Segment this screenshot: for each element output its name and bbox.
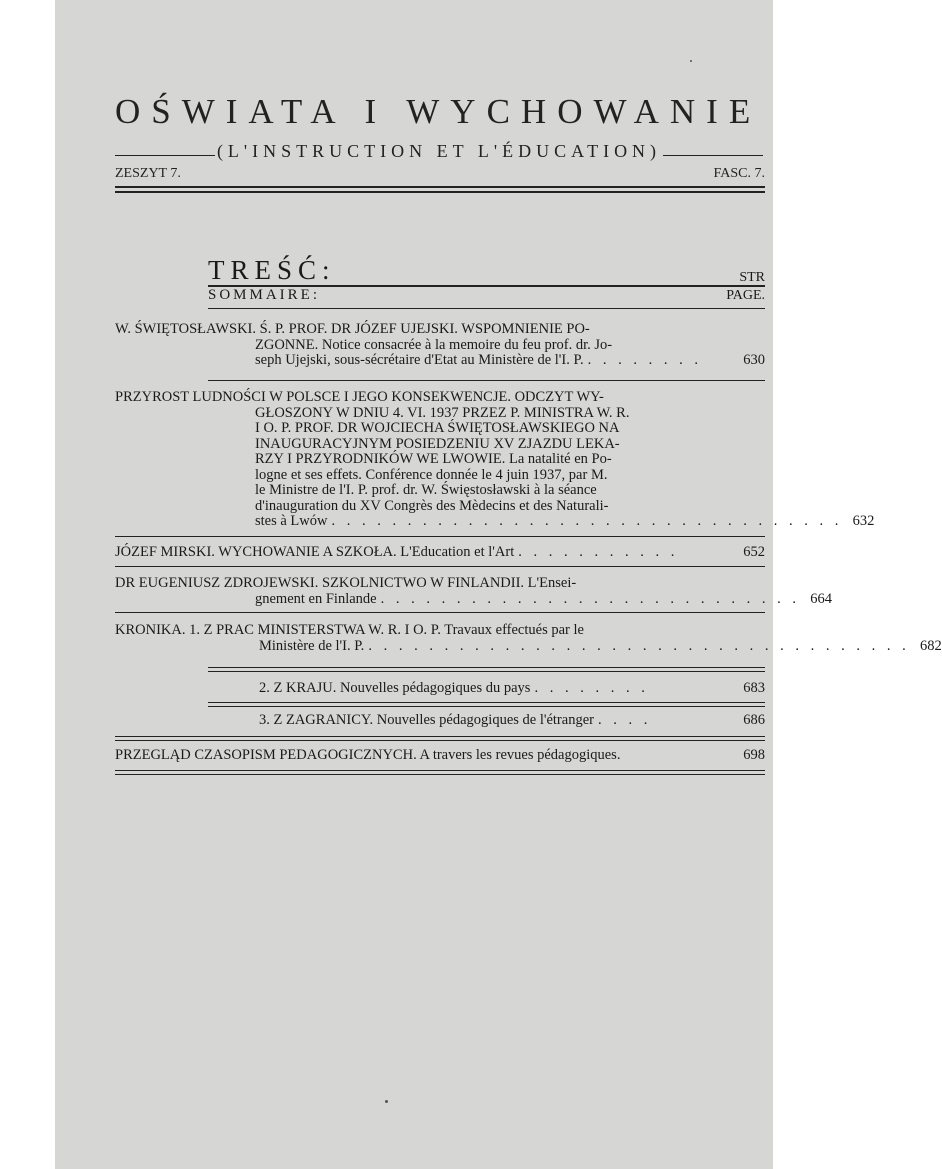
entry-line: seph Ujejski, sous-sécrétaire d'Etat au Ministère de l'I. P.	[255, 352, 584, 368]
entry-line: DR EUGENIUSZ ZDROJEWSKI. SZKOLNICTWO W FINLANDII. L'Ensei-	[115, 575, 577, 591]
entry-line: PRZYROST LUDNOŚCI W POLSCE I JEGO KONSEKWENCJE. ODCZYT WY-	[115, 389, 604, 405]
entry-line: gnement en Finlande	[255, 590, 377, 607]
issue-number: ZESZYT 7.	[115, 166, 181, 181]
journal-subtitle: (L'INSTRUCTION ET L'ÉDUCATION)	[216, 140, 662, 161]
entry-line: 2. Z KRAJU. Nouvelles pédagogiques du pays	[259, 680, 531, 696]
toc-entry: PRZYROST LUDNOŚCI W POLSCE I JEGO KONSEKWENCJE. ODCZYT WY- GŁOSZONY W DNIU 4. VI. 1937 PRZEZ P. MINISTRA W. R. I O. P. PROF. DR WOJCIECHA ŚWIĘTOSŁAWSKIEGO NA INAUGURACYJNYM POSIEDZENIU XV ZJAZDU LEKA- RZY I PRZYRODNIKÓW WE LWOWIE. La natalité en Po- logne et ses effets. Conférence donnée le 4 juin 1937, par M. le Ministre de l'I. P. prof. dr. W. Święstosławski à la séance d'inauguration du XV Congrès des Mèdecins et des Naturali- stes à Lwów . . . . . . . . . . . . . . . . . . . . . . . . . . . . . . . . . . 632	[115, 389, 875, 529]
header-rule-top	[115, 186, 765, 188]
entry-page: 682	[919, 637, 942, 654]
entry-line: 3. Z ZAGRANICY. Nouvelles pédagogiques de l'étranger	[259, 712, 594, 728]
page-column-label-fr: PAGE.	[726, 288, 765, 303]
subtitle-rule-left	[115, 155, 215, 156]
toc-heading: TREŚĆ:	[208, 255, 336, 285]
entry-line: ZGONNE. Notice consacrée à la memoire du feu prof. dr. Jo-	[255, 336, 613, 353]
entry-line: GŁOSZONY W DNIU 4. VI. 1937 PRZEZ P. MINISTRA W. R.	[255, 404, 630, 421]
entry-line: W. ŚWIĘTOSŁAWSKI. Ś. P. PROF. DR JÓZEF UJEJSKI. WSPOMNIENIE PO-	[115, 321, 590, 337]
entry-line: I O. P. PROF. DR WOJCIECHA ŚWIĘTOSŁAWSKIEGO NA	[255, 420, 620, 436]
entry-line: RZY I PRZYRODNIKÓW WE LWOWIE. La natalité en Po-	[255, 451, 612, 467]
entry-rule	[208, 702, 765, 703]
entry-rule	[115, 736, 765, 737]
page-edge	[773, 0, 827, 1169]
toc-end-rule	[115, 770, 765, 771]
entry-rule	[115, 612, 765, 613]
journal-subtitle-row	[115, 140, 763, 162]
entry-rule	[208, 671, 765, 672]
toc-entry: 3. Z ZAGRANICY. Nouvelles pédagogiques de l'étranger . . . . 686	[259, 712, 765, 728]
toc-subheading-row	[208, 287, 765, 304]
entry-line: PRZEGLĄD CZASOPISM PEDAGOGICZNYCH. A travers les revues pédagogiques.	[115, 747, 621, 763]
journal-title: OŚWIATA I WYCHOWANIE	[115, 92, 762, 131]
entry-page: 686	[743, 712, 765, 728]
entry-rule	[115, 566, 765, 567]
entry-page: 664	[810, 590, 832, 607]
entry-line: logne et ses effets. Conférence donnée le 4 juin 1937, par M.	[255, 466, 608, 483]
entry-line: le Ministre de l'I. P. prof. dr. W. Święstosławski à la séance	[255, 482, 597, 498]
entry-line: JÓZEF MIRSKI. WYCHOWANIE A SZKOŁA. L'Education et l'Art	[115, 544, 515, 560]
header-rule-bottom	[115, 191, 765, 193]
toc-entry: W. ŚWIĘTOSŁAWSKI. Ś. P. PROF. DR JÓZEF UJEJSKI. WSPOMNIENIE PO- ZGONNE. Notice consacrée à la memoire du feu prof. dr. Jo- seph Ujejski, sous-sécrétaire d'Etat au Ministère de l'I. P. . . . . . . . . 630	[115, 321, 765, 368]
entry-line: d'inauguration du XV Congrès des Mèdecins et des Naturali-	[255, 497, 609, 514]
entry-line: INAUGURACYJNYM POSIEDZENIU XV ZJAZDU LEKA-	[255, 435, 620, 452]
toc-entry: 2. Z KRAJU. Nouvelles pédagogiques du pays . . . . . . . . 683	[259, 680, 765, 696]
toc-subheading-rule	[208, 308, 765, 309]
fascicle-number: FASC. 7.	[713, 166, 765, 181]
entry-page: 698	[743, 747, 765, 763]
entry-page: 683	[743, 680, 765, 696]
paper-speck	[690, 60, 692, 62]
page-column-label: STR	[739, 270, 765, 285]
toc-end-rule	[115, 774, 765, 775]
subtitle-rule-right	[663, 155, 763, 156]
paper-speck	[385, 1100, 388, 1103]
toc-entry: DR EUGENIUSZ ZDROJEWSKI. SZKOLNICTWO W FINLANDII. L'Ensei- gnement en Finlande . . . . . . . . . . . . . . . . . . . . . . . . . . . . 664	[115, 575, 832, 607]
toc-heading-row	[208, 255, 765, 286]
entry-line: Ministère de l'I. P.	[259, 637, 365, 654]
issue-row	[115, 166, 765, 182]
entry-page: 630	[743, 352, 765, 368]
entry-rule	[208, 380, 765, 381]
entry-rule	[208, 667, 765, 668]
entry-rule	[115, 740, 765, 741]
entry-rule	[208, 706, 765, 707]
toc-entry: KRONIKA. 1. Z PRAC MINISTERSTWA W. R. I O. P. Travaux effectués par le Ministère de l'I. P. . . . . . . . . . . . . . . . . . . . . . . . . . . . . . . . . . . . . 682	[115, 622, 942, 654]
toc-entry	[115, 748, 765, 764]
entry-page: 652	[743, 544, 765, 560]
entry-line: stes à Lwów	[255, 513, 328, 529]
entry-line: KRONIKA. 1. Z PRAC MINISTERSTWA W. R. I O. P. Travaux effectués par le	[115, 622, 584, 638]
toc-subheading: SOMMAIRE:	[208, 287, 321, 303]
toc-entry: JÓZEF MIRSKI. WYCHOWANIE A SZKOŁA. L'Education et l'Art . . . . . . . . . . . 652	[115, 544, 765, 560]
entry-page: 632	[852, 513, 875, 529]
entry-rule	[115, 536, 765, 537]
